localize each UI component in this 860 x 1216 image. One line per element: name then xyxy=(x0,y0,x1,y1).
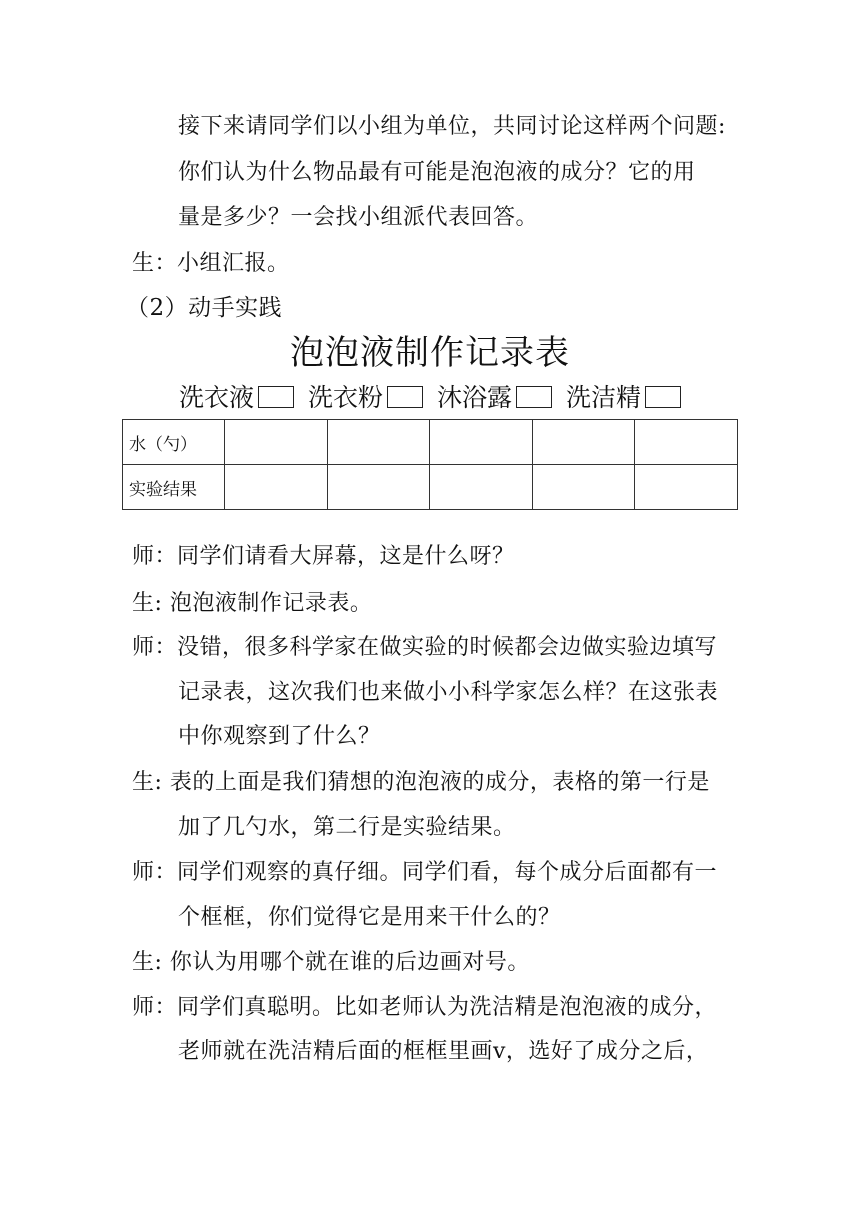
table-row xyxy=(123,465,738,510)
option-item xyxy=(566,382,681,414)
row-label: 实验结果 xyxy=(123,465,225,510)
ingredient-options xyxy=(0,382,860,414)
option-checkbox[interactable] xyxy=(645,386,681,408)
table-row xyxy=(123,420,738,465)
intro-line-2: 你们认为什么物品最有可能是泡泡液的成分？它的用 xyxy=(178,160,696,185)
option-item xyxy=(437,382,552,414)
option-label: 洗洁精 xyxy=(565,383,641,412)
option-item xyxy=(179,382,294,414)
table-cell[interactable] xyxy=(532,420,635,465)
dialogue-line: 师：同学们观察的真仔细。同学们看，每个成分后面都有一 xyxy=(132,860,718,885)
intro-line-3: 量是多少？一会找小组派代表回答。 xyxy=(178,205,539,230)
dialogue-line: 个框框，你们觉得它是用来干什么的？ xyxy=(178,905,561,930)
table-cell[interactable] xyxy=(327,420,430,465)
option-item xyxy=(308,382,423,414)
table-cell[interactable] xyxy=(430,420,533,465)
option-checkbox[interactable] xyxy=(387,386,423,408)
dialogue-line: 记录表，这次我们也来做小小科学家怎么样？在这张表 xyxy=(178,680,719,705)
table-cell[interactable] xyxy=(225,465,328,510)
dialogue-line: 加了几勺水，第二行是实验结果。 xyxy=(178,815,516,840)
option-checkbox[interactable] xyxy=(516,386,552,408)
table-cell[interactable] xyxy=(225,420,328,465)
intro-line-1: 接下来请同学们以小组为单位，共同讨论这样两个问题: xyxy=(178,114,726,139)
option-label: 洗衣液 xyxy=(179,383,255,412)
option-label: 沐浴露 xyxy=(436,383,512,412)
record-table xyxy=(122,419,738,510)
option-checkbox[interactable] xyxy=(258,386,294,408)
dialogue-line: 生: 你认为用哪个就在谁的后边画对号。 xyxy=(132,950,530,975)
dialogue-line: 师：同学们请看大屏幕，这是什么呀？ xyxy=(132,544,515,569)
dialogue-line: 生: 泡泡液制作记录表。 xyxy=(132,591,373,616)
report-line: 生：小组汇报。 xyxy=(132,251,290,276)
dialogue-line: 中你观察到了什么？ xyxy=(178,724,381,749)
dialogue-line: 生: 表的上面是我们猜想的泡泡液的成分，表格的第一行是 xyxy=(132,770,710,795)
table-title: 泡泡液制作记录表 xyxy=(290,333,570,373)
table-cell[interactable] xyxy=(635,465,738,510)
dialogue-line: 老师就在洗洁精后面的框框里画v，选好了成分之后， xyxy=(178,1039,709,1064)
table-cell[interactable] xyxy=(327,465,430,510)
table-cell[interactable] xyxy=(430,465,533,510)
row-label: 水（勺） xyxy=(123,420,225,465)
section-heading: （2）动手实践 xyxy=(126,295,283,321)
dialogue-line: 师：同学们真聪明。比如老师认为洗洁精是泡泡液的成分， xyxy=(132,995,718,1020)
option-label: 洗衣粉 xyxy=(308,383,384,412)
table-cell[interactable] xyxy=(635,420,738,465)
table-cell[interactable] xyxy=(532,465,635,510)
dialogue-line: 师：没错，很多科学家在做实验的时候都会边做实验边填写 xyxy=(132,635,718,660)
